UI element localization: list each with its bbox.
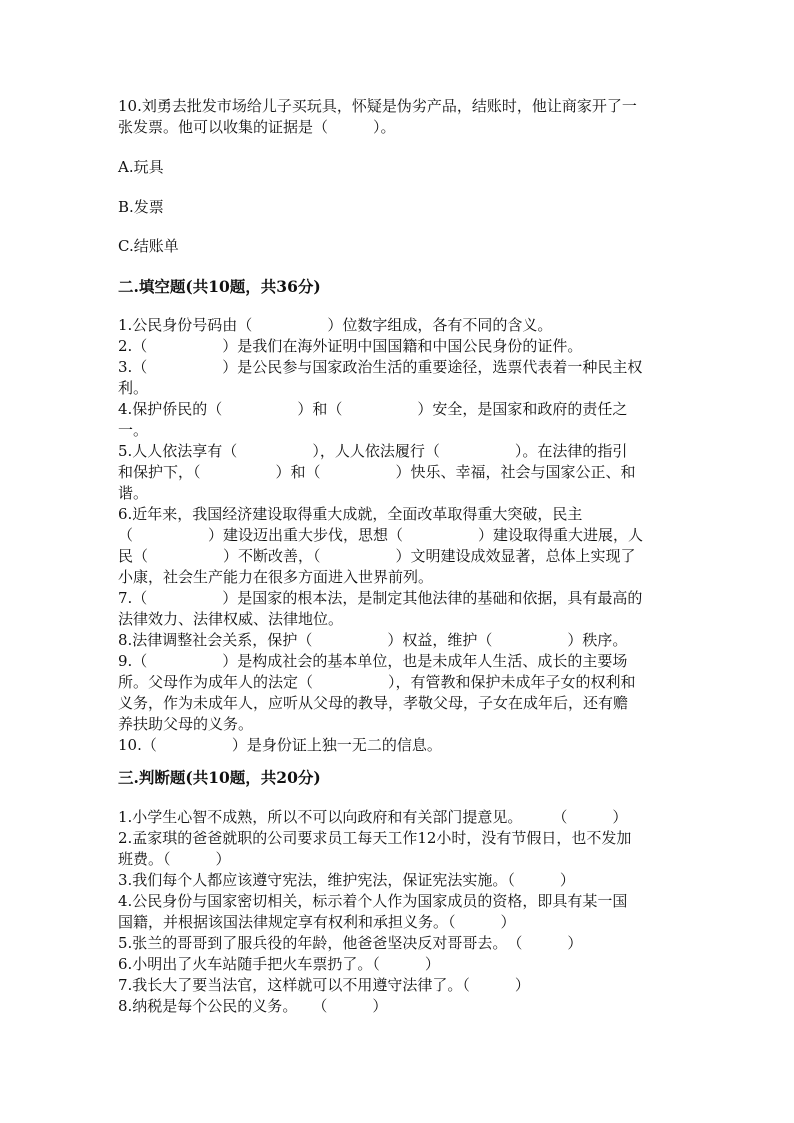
item-line: 1.小学生心智不成熟，所以不可以向政府和有关部门提意见。 （ ） xyxy=(118,808,628,826)
item-line: （ ）建设迈出重大步伐，思想（ ）建设取得重大进展，人 xyxy=(118,526,644,544)
item-line: 4.保护侨民的（ ）和（ ）安全，是国家和政府的责任之 xyxy=(118,400,628,418)
item-line: 6.小明出了火车站随手把火车票扔了。（ ） xyxy=(118,955,440,973)
list-item xyxy=(118,828,678,870)
section-3-title: 三.判断题(共10题，共20分) xyxy=(118,768,321,787)
list-item xyxy=(118,807,678,828)
item-line: 5.人人依法享有（ ），人人依法履行（ ）。在法律的指引 xyxy=(118,442,628,460)
list-item xyxy=(118,933,678,954)
list-item xyxy=(118,735,678,756)
list-item xyxy=(118,651,678,735)
item-line: 国籍，并根据该国法律规定享有权利和承担义务。（ ） xyxy=(118,913,516,931)
question-10-line-2: 张发票。他可以收集的证据是（ ）。 xyxy=(118,118,396,136)
item-line: 养扶助父母的义务。 xyxy=(118,715,254,733)
section-2-title: 二.填空题(共10题，共36分) xyxy=(118,277,321,296)
item-line: 5.张兰的哥哥到了服兵役的年龄，他爸爸坚决反对哥哥去。 （ ） xyxy=(118,934,583,952)
item-line: 3.我们每个人都应该遵守宪法，维护宪法，保证宪法实施。（ ） xyxy=(118,871,575,889)
item-line: 2.（ ）是我们在海外证明中国国籍和中国公民身份的证件。 xyxy=(118,337,583,355)
item-line: 8.纳税是每个公民的义务。 （ ） xyxy=(118,997,388,1015)
list-item xyxy=(118,588,678,630)
item-line: 班费。（ ） xyxy=(118,850,231,868)
section-2-items xyxy=(118,315,678,756)
list-item xyxy=(118,441,678,504)
item-line: 7.（ ）是国家的根本法，是制定其他法律的基础和依据，具有最高的 xyxy=(118,589,643,607)
question-10-line-1: 10.刘勇去批发市场给儿子买玩具，怀疑是伪劣产品，结账时，他让商家开了一 xyxy=(118,97,637,115)
item-line: 1.公民身份号码由（ ）位数字组成，各有不同的含义。 xyxy=(118,316,553,334)
item-line: 7.我长大了要当法官，这样就可以不用遵守法律了。（ ） xyxy=(118,976,530,994)
item-line: 小康，社会生产能力在很多方面进入世界前列。 xyxy=(118,568,434,586)
item-line: 6.近年来，我国经济建设取得重大成就，全面改革取得重大突破，民主 xyxy=(118,505,583,523)
item-line: 和保护下，（ ）和（ ）快乐、幸福，社会与国家公正、和 xyxy=(118,463,636,481)
item-line: 3.（ ）是公民参与国家政治生活的重要途径，选票代表着一种民主权 xyxy=(118,358,643,376)
item-line: 8.法律调整社会关系，保护（ ）权益，维护（ ）秩序。 xyxy=(118,631,628,649)
item-line: 谐。 xyxy=(118,484,149,502)
question-10 xyxy=(118,96,678,138)
option-a: A.玩具 xyxy=(118,158,164,176)
list-item xyxy=(118,315,678,336)
option-c: C.结账单 xyxy=(118,237,179,255)
option-b: B.发票 xyxy=(118,198,164,216)
section-3-items xyxy=(118,807,678,1017)
item-line: 义务，作为未成年人，应听从父母的教导，孝敬父母，子女在成年后，还有赡 xyxy=(118,694,629,712)
item-line: 所。父母作为成年人的法定（ ），有管教和保护未成年子女的权利和 xyxy=(118,673,636,691)
list-item xyxy=(118,954,678,975)
list-item xyxy=(118,870,678,891)
list-item xyxy=(118,399,678,441)
item-line: 利。 xyxy=(118,379,149,397)
list-item xyxy=(118,996,678,1017)
item-line: 2.孟家琪的爸爸就职的公司要求员工每天工作12小时，没有节假日，也不发加 xyxy=(118,829,632,847)
list-item xyxy=(118,336,678,357)
item-line: 一。 xyxy=(118,421,149,439)
list-item xyxy=(118,357,678,399)
list-item xyxy=(118,504,678,588)
item-line: 法律效力、法律权威、法律地位。 xyxy=(118,610,344,628)
item-line: 4.公民身份与国家密切相关，标示着个人作为国家成员的资格，即具有某一国 xyxy=(118,892,628,910)
list-item xyxy=(118,630,678,651)
item-line: 9.（ ）是构成社会的基本单位，也是未成年人生活、成长的主要场 xyxy=(118,652,628,670)
list-item xyxy=(118,975,678,996)
item-line: 民（ ）不断改善，（ ）文明建设成效显著，总体上实现了 xyxy=(118,547,636,565)
item-line: 10.（ ）是身份证上独一无二的信息。 xyxy=(118,736,442,754)
list-item xyxy=(118,891,678,933)
